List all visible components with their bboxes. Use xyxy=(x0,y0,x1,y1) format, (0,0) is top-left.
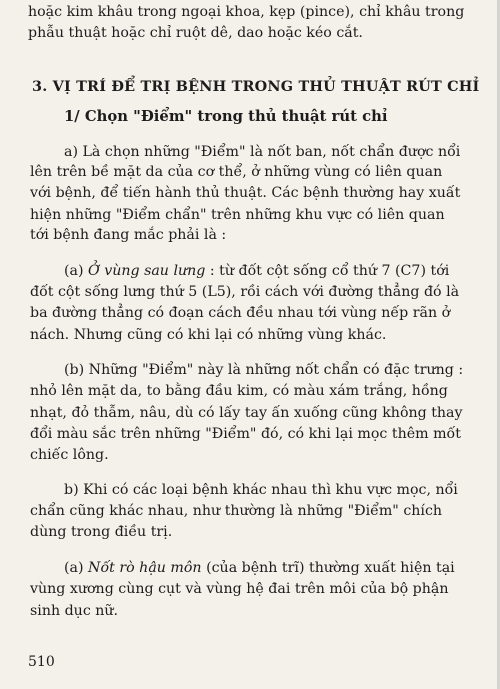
text-line: chẩn cũng khác nhau, như thường là những "Điểm" chích xyxy=(30,503,443,519)
text-line: b) Khi có các loại bệnh khác nhau thì khu vực mọc, nổi xyxy=(64,482,458,498)
subsection-heading: 1/ Chọn "Điểm" trong thủ thuật rút chỉ xyxy=(64,108,388,125)
text-line: đốt cột sống lưng thứ 5 (L5), rồi cách với đường thẳng đó là xyxy=(30,284,460,300)
item-marker: (a) xyxy=(64,263,89,279)
text-line: lên trên bề mặt da của cơ thể, ở những vùng có liên quan xyxy=(30,164,443,180)
text-line: hiện những "Điểm chẩn" trên những khu vực có liên quan xyxy=(30,207,445,223)
text-line: nách. Nhưng cũng có khi lại có những vùng khác. xyxy=(30,327,387,343)
text-fragment: : từ đốt cột sống cổ thứ 7 (C7) tới xyxy=(205,263,450,279)
text-line: vùng xương cùng cụt và vùng hệ đai trên môi của bộ phận xyxy=(30,581,449,597)
text-fragment: (của bệnh trĩ) thường xuất hiện tại xyxy=(201,560,455,576)
emphasis: Ở vùng sau lưng xyxy=(88,263,206,279)
text-line: sinh dục nữ. xyxy=(30,603,119,619)
text-line: phẫu thuật hoặc chỉ ruột dê, dao hoặc kéo cắt. xyxy=(28,25,363,41)
text-line: với bệnh, để tiến hành thủ thuật. Các bệnh thường hay xuất xyxy=(30,185,461,201)
text-line: (b) Những "Điểm" này là những nốt chẩn có đặc trưng : xyxy=(64,362,464,378)
text-line: dùng trong điều trị. xyxy=(30,524,173,540)
text-line: đổi màu sắc trên những "Điểm" đó, có khi lại mọc thêm mốt xyxy=(30,426,461,442)
text-line: nhỏ lên mặt da, to bằng đầu kim, có màu xám trắng, hồng xyxy=(30,383,448,399)
page-number: 510 xyxy=(28,654,55,670)
item-marker: (a) xyxy=(64,560,89,576)
emphasis: Nốt rò hậu môn xyxy=(88,560,202,576)
text-line: hoặc kim khâu trong ngoại khoa, kẹp (pince), chỉ khâu trong xyxy=(28,4,465,20)
text-line: chiếc lông. xyxy=(30,447,109,463)
text-line xyxy=(0,559,500,577)
text-line: nhạt, đỏ thẫm, nâu, dù có lấy tay ấn xuống cũng không thay xyxy=(30,405,463,421)
text-line: tới bệnh đang mắc phải là : xyxy=(30,227,227,243)
text-line: ba đường thẳng có đoạn cách đều nhau tới vùng nếp rãn ở xyxy=(30,305,451,321)
section-heading: 3. VỊ TRÍ ĐỂ TRỊ BỆNH TRONG THỦ THUẬT RÚT CHỈ xyxy=(32,78,480,95)
text-line: a) Là chọn những "Điểm" là nốt ban, nốt chẩn được nổi xyxy=(64,144,461,160)
text-line xyxy=(0,262,500,280)
